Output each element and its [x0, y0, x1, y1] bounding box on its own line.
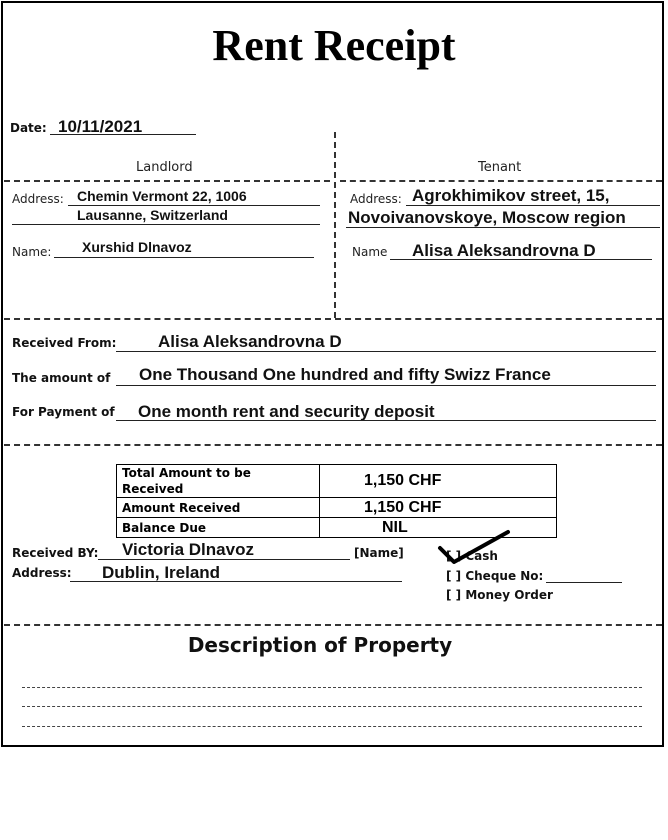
- tenant-address-line2: Novoivanovskoye, Moscow region: [348, 208, 626, 227]
- tenant-address-line1: Agrokhimikov street, 15,: [412, 186, 610, 205]
- receiver-address-label: Address:: [12, 566, 72, 580]
- received-by-value: Victoria Dlnavoz: [122, 540, 254, 559]
- section-divider-1: [4, 318, 662, 320]
- checkmark-icon: [436, 528, 512, 568]
- table-row: [117, 498, 557, 518]
- table-row: [117, 465, 557, 498]
- received-by-name-tag: [Name]: [354, 546, 404, 560]
- landlord-name-underline: [54, 257, 314, 258]
- tenant-address-label: Address:: [350, 192, 402, 206]
- receiver-address-value: Dublin, Ireland: [102, 563, 221, 582]
- amount-words-value: One Thousand One hundred and fifty Swizz France: [139, 365, 551, 384]
- landlord-name-label: Name:: [12, 245, 52, 259]
- receipt-title: Rent Receipt: [212, 21, 456, 70]
- tenant-name-underline: [390, 259, 652, 260]
- section-divider-3: [4, 624, 662, 626]
- date-value: 10/11/2021: [58, 117, 143, 136]
- received-by-label: Received BY:: [12, 546, 99, 560]
- date-underline: [50, 134, 196, 135]
- amount-row-label: Balance Due: [117, 518, 320, 538]
- tenant-name: Alisa Aleksandrovna D: [412, 241, 596, 260]
- description-line-1: [22, 687, 642, 688]
- amount-row-value: 1,150 CHF: [320, 465, 557, 498]
- cheque-number-underline: [546, 582, 622, 583]
- received-from-label: Received From:: [12, 336, 117, 350]
- for-payment-label: For Payment of: [12, 405, 115, 419]
- landlord-name: Xurshid Dlnavoz: [82, 239, 192, 255]
- amount-underline: [116, 385, 656, 386]
- amount-row-value: NIL: [320, 518, 557, 538]
- tenant-address-underline2: [346, 227, 660, 228]
- landlord-address-line1: Chemin Vermont 22, 1006: [77, 188, 247, 204]
- amount-row-label: Amount Received: [117, 498, 320, 518]
- receiver-address-underline: [70, 581, 402, 582]
- section-divider-2: [4, 444, 662, 446]
- method-cash[interactable]: [ ] Cash: [446, 549, 498, 563]
- tenant-heading-rule: [340, 180, 662, 182]
- tenant-name-label: Name: [352, 245, 388, 259]
- amount-row-value: 1,150 CHF: [320, 498, 557, 518]
- landlord-tenant-divider: [334, 132, 336, 318]
- method-cheque[interactable]: [ ] Cheque No:: [446, 569, 544, 583]
- received-from-underline: [116, 351, 656, 352]
- description-line-2: [22, 706, 642, 707]
- received-from-value: Alisa Aleksandrovna D: [158, 332, 342, 351]
- landlord-heading-rule: [4, 180, 330, 182]
- amount-label: The amount of: [12, 371, 111, 385]
- method-money-order[interactable]: [ ] Money Order: [446, 588, 553, 602]
- landlord-address-underline1: [68, 205, 320, 206]
- tenant-address-underline1: [406, 205, 660, 206]
- for-payment-underline: [116, 420, 656, 421]
- for-payment-value: One month rent and security deposit: [138, 402, 435, 421]
- landlord-address-line2: Lausanne, Switzerland: [77, 207, 228, 223]
- amounts-table: [116, 464, 557, 538]
- landlord-heading: Landlord: [136, 160, 193, 175]
- description-title: Description of Property: [187, 633, 453, 657]
- description-line-3: [22, 726, 642, 727]
- landlord-address-label: Address:: [12, 192, 64, 206]
- amount-row-label: Total Amount to be Received: [117, 465, 320, 498]
- received-by-underline: [98, 559, 350, 560]
- tenant-heading: Tenant: [478, 160, 522, 175]
- landlord-address-underline2: [12, 224, 320, 225]
- date-label: Date:: [10, 121, 47, 135]
